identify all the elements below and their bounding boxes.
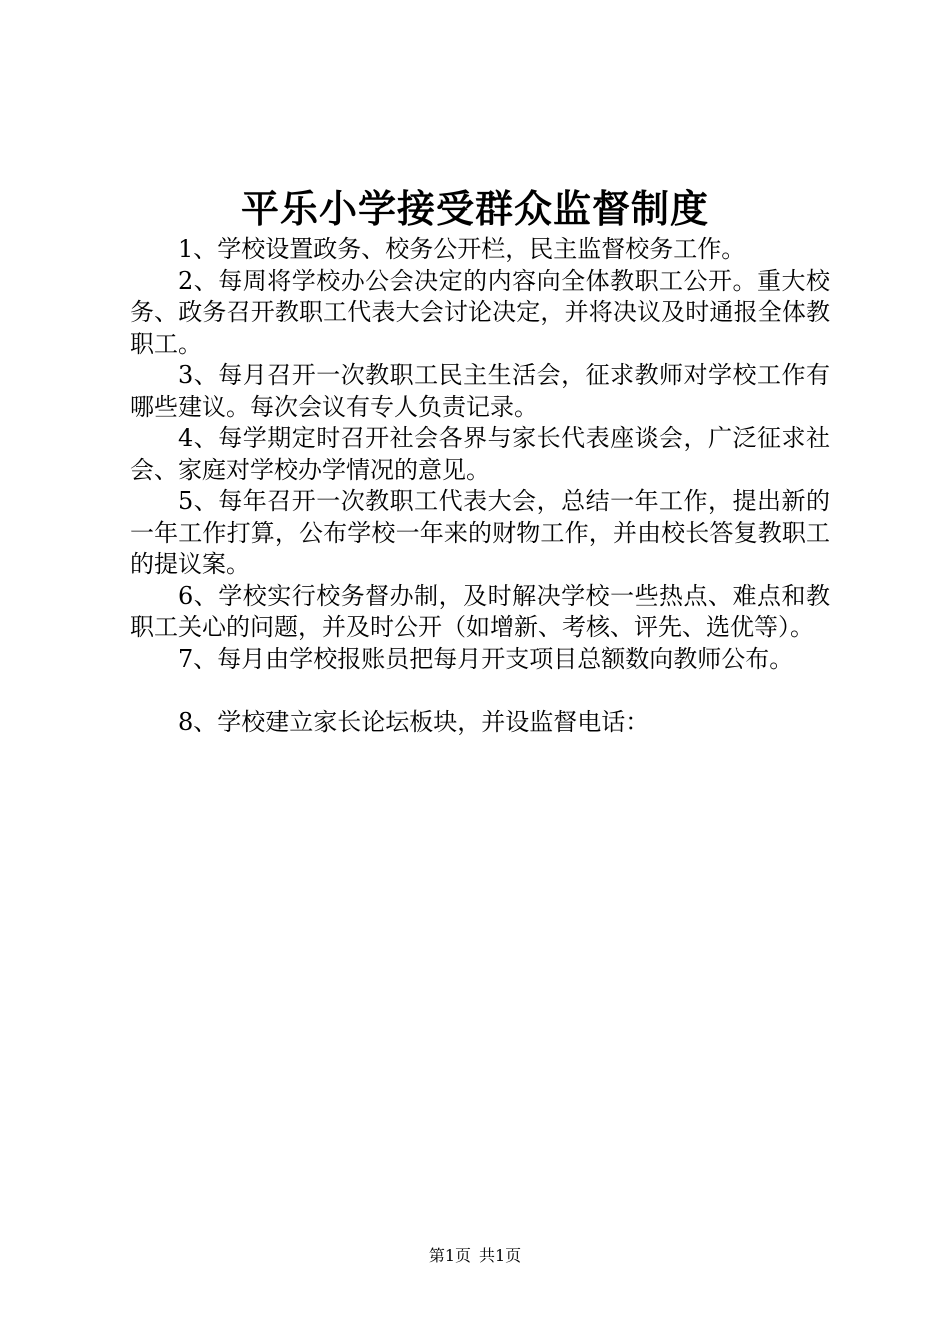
document-title: 平乐小学接受群众监督制度 [240, 186, 709, 231]
paragraph-5: 5、每年召开一次教职工代表大会，总结一年工作，提出新的一年工作打算，公布学校一年来的财物工作，并由校长答复教职工的提议案。 [130, 487, 830, 578]
page-footer [0, 1244, 950, 1268]
paragraph-8: 8、学校建立家长论坛板块，并设监督电话： [178, 707, 650, 736]
paragraph-3: 3、每月召开一次教职工民主生活会，征求教师对学校工作有哪些建议。每次会议有专人负责记录。 [130, 361, 830, 421]
paragraph-2: 2、每周将学校办公会决定的内容向全体教职工公开。重大校务、政务召开教职工代表大会讨论决定，并将决议及时通报全体教职工。 [130, 266, 830, 358]
paragraph-1: 1、学校设置政务、校务公开栏，民主监督校务工作。 [178, 235, 746, 263]
page-number: 第1页 [428, 1246, 471, 1265]
paragraph-4: 4、每学期定时召开社会各界与家长代表座谈会，广泛征求社会、家庭对学校办学情况的意见。 [130, 424, 830, 484]
page-total: 共1页 [479, 1246, 522, 1265]
paragraph-6: 6、学校实行校务督办制，及时解决学校一些热点、难点和教职工关心的问题，并及时公开（如增新、考核、评先、选优等）。 [130, 581, 830, 641]
paragraph-7: 7、每月由学校报账员把每月开支项目总额数向教师公布。 [178, 644, 794, 673]
document-body [130, 234, 830, 738]
